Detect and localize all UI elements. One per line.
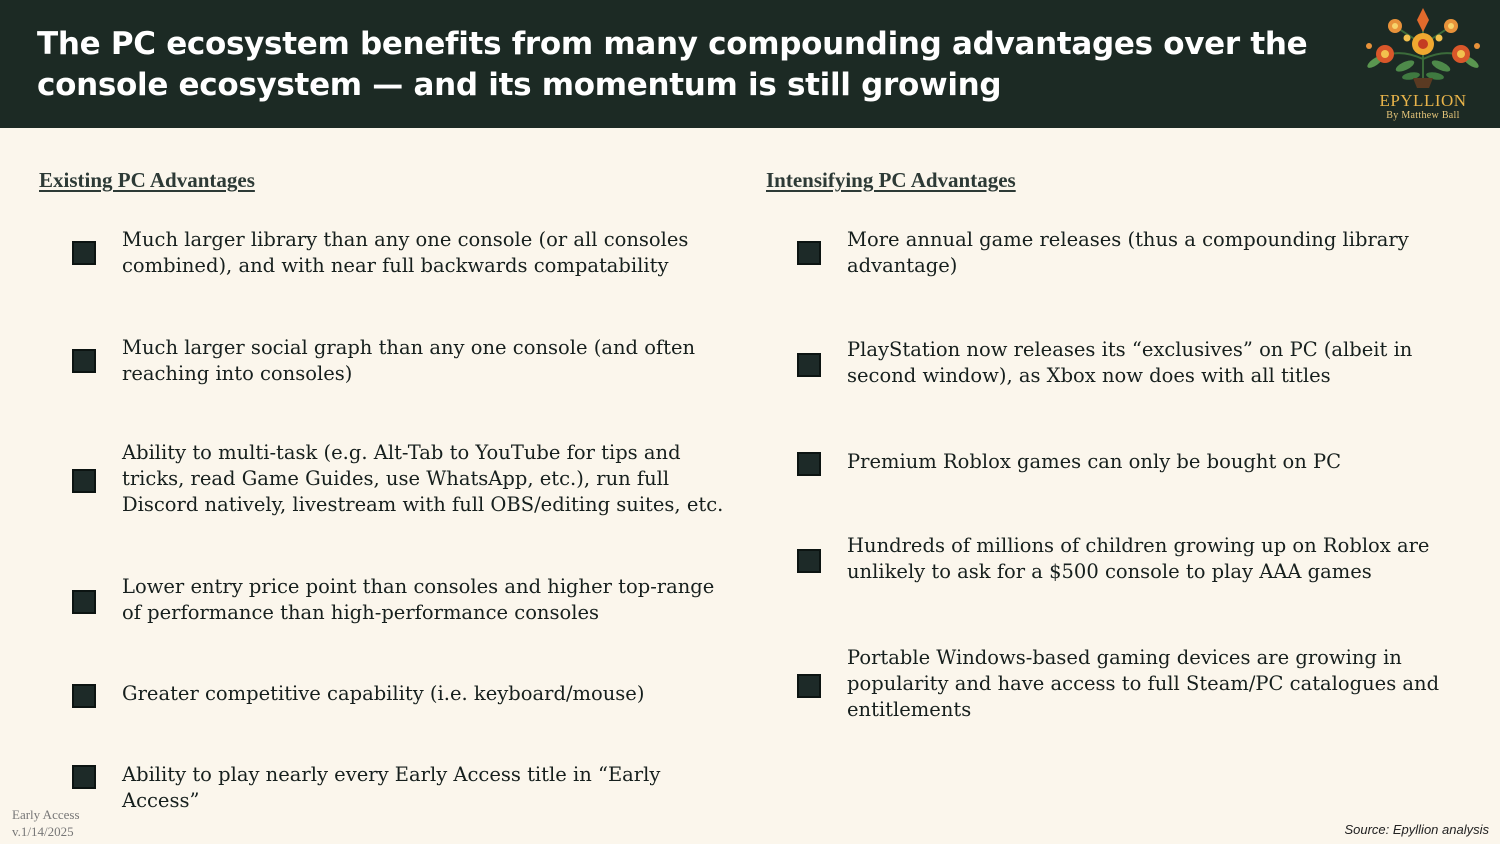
list-item-text: Portable Windows-based gaming devices are growing in popularity and have access to full Steam/PC catalogues and entitlements	[847, 646, 1440, 721]
list-item	[72, 441, 724, 516]
list-item	[72, 763, 661, 812]
floral-emblem-icon	[1361, 4, 1485, 88]
list-item	[72, 228, 689, 277]
list-item	[797, 338, 1413, 387]
page-title: The PC ecosystem benefits from many compounding advantages over the console ecosystem — and its momentum is still growing	[37, 26, 1308, 103]
list-item-text: More annual game releases (thus a compounding library advantage)	[847, 228, 1409, 277]
list-item	[797, 646, 1440, 721]
square-bullet-icon	[797, 674, 821, 698]
list-item	[797, 534, 1430, 583]
list-item-text: Hundreds of millions of children growing up on Roblox are unlikely to ask for a $500 console to play AAA games	[847, 534, 1430, 583]
epyllion-logo	[1356, 4, 1490, 124]
square-bullet-icon	[72, 590, 96, 614]
square-bullet-icon	[797, 353, 821, 377]
list-item-text: Ability to multi-task (e.g. Alt-Tab to YouTube for tips and tricks, read Game Guides, use WhatsApp, etc.), run full Discord natively, livestream with full OBS/editing suites, etc.	[122, 441, 724, 516]
square-bullet-icon	[797, 549, 821, 573]
list-item	[797, 228, 1409, 277]
square-bullet-icon	[72, 469, 96, 493]
list-item-text: Greater competitive capability (i.e. keyboard/mouse)	[122, 682, 645, 705]
intensifying-advantages-heading: Intensifying PC Advantages	[766, 168, 1016, 192]
list-item	[797, 450, 1342, 477]
list-item	[72, 682, 645, 709]
list-item-text: Premium Roblox games can only be bought on PC	[847, 450, 1342, 473]
header-bar	[0, 0, 1500, 128]
square-bullet-icon	[72, 765, 96, 789]
version-note	[12, 806, 80, 840]
square-bullet-icon	[72, 241, 96, 265]
list-item-text: PlayStation now releases its “exclusives” on PC (albeit in second window), as Xbox now does with all titles	[847, 338, 1413, 387]
source-note: Source: Epyllion analysis	[1344, 822, 1489, 837]
square-bullet-icon	[797, 452, 821, 476]
square-bullet-icon	[72, 684, 96, 708]
list-item-text: Ability to play nearly every Early Access title in “Early Access”	[122, 763, 661, 812]
square-bullet-icon	[72, 349, 96, 373]
logo-wordmark: EPYLLION	[1379, 91, 1467, 110]
list-item	[72, 575, 715, 624]
version-label: v.1/14/2025	[12, 824, 74, 839]
list-item-text: Lower entry price point than consoles and higher top-range of performance than high-performance consoles	[122, 575, 715, 624]
logo-byline: By Matthew Ball	[1386, 110, 1460, 121]
early-access-label: Early Access	[12, 807, 80, 822]
square-bullet-icon	[797, 241, 821, 265]
list-item-text: Much larger social graph than any one console (and often reaching into consoles)	[122, 336, 696, 385]
existing-advantages-heading: Existing PC Advantages	[39, 168, 255, 192]
list-item	[72, 336, 696, 385]
list-item-text: Much larger library than any one console (or all consoles combined), and with near full backwards compatability	[122, 228, 689, 277]
